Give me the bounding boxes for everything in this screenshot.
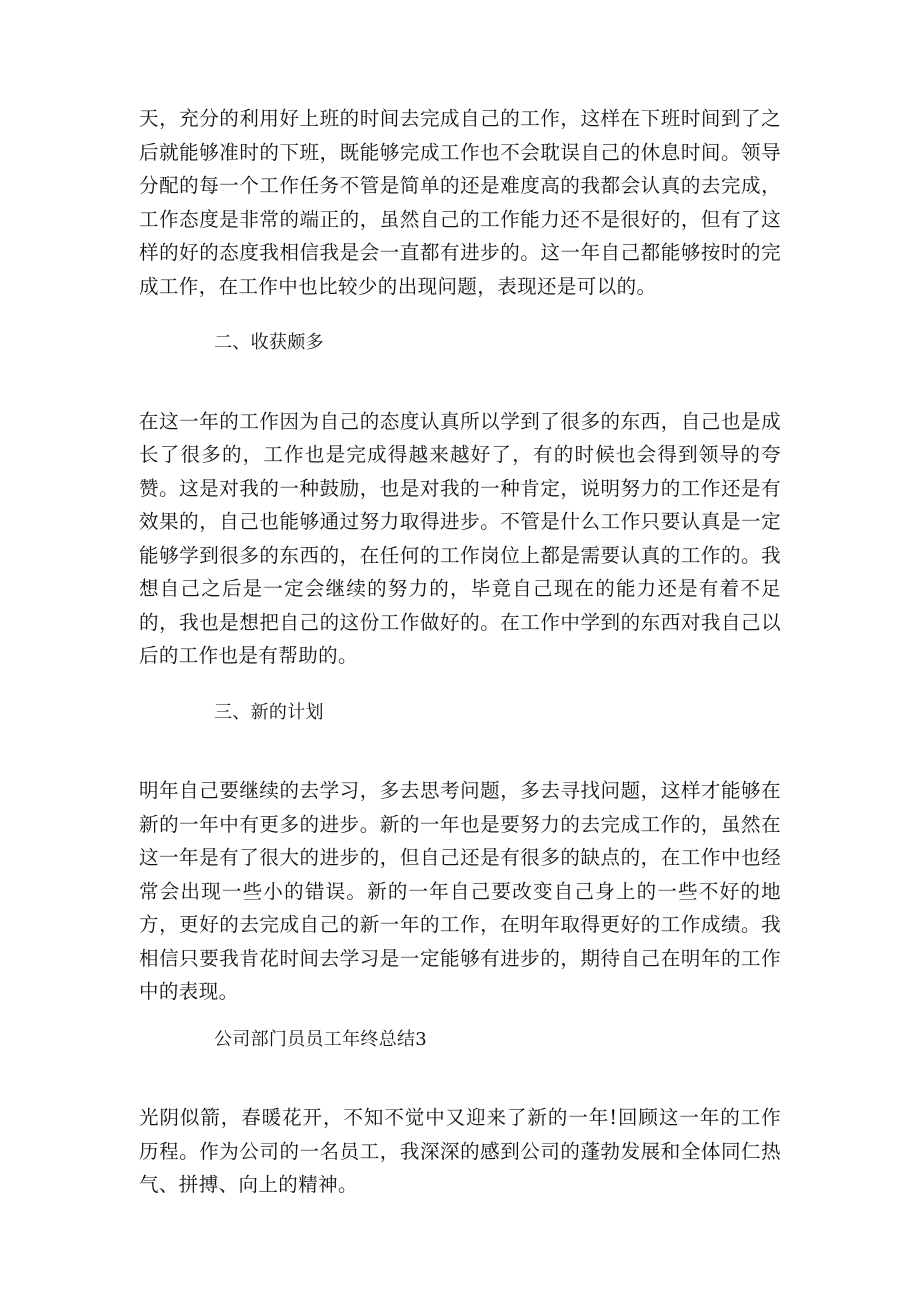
paragraph-new-plan: 明年自己要继续的去学习，多去思考问题，多去寻找问题，这样才能够在新的一年中有更多的进步。新的一年也是要努力的去完成工作的，虽然在这一年是有了很大的进步的，但自己还是有很多的缺点的，在工作中也经常会出现一些小的错误。新的一年自己要改变自己身上的一些不好的地方，更好的去完成自己的新一年的工作，在明年取得更好的工作成绩。我相信只要我肯花时间去学习是一定能够有进步的，期待自己在明年的工作中的表现。 xyxy=(139,779,781,1003)
section-heading-gains: 二、收获颇多 xyxy=(214,332,324,353)
spacer xyxy=(139,729,781,774)
spacer xyxy=(139,673,781,696)
paragraph-intro-summary-3: 光阴似箭，春暖花开，不知不觉中又迎来了新的一年!回顾这一年的工作历程。作为公司的一名员工，我深深的感到公司的蓬勃发展和全体同仁热气、拼搏、向上的精神。 xyxy=(139,1106,781,1196)
spacer xyxy=(139,1056,781,1101)
spacer xyxy=(139,303,781,326)
article-title-summary-3: 公司部门员员工年终总结3 xyxy=(214,1028,428,1050)
spacer xyxy=(139,360,781,405)
spacer xyxy=(139,1009,781,1023)
document-body xyxy=(139,102,781,1202)
paragraph-gains: 在这一年的工作因为自己的态度认真所以学到了很多的东西，自己也是成长了很多的，工作也是完成得越来越好了，有的时候也会得到领导的夸赞。这是对我的一种鼓励，也是对我的一种肯定，说明努力的工作还是有效果的，自己也能够通过努力取得进步。不管是什么工作只要认真是一定能够学到很多的东西的，在任何的工作岗位上都是需要认真的工作的。我想自己之后是一定会继续的努力的，毕竟自己现在的能力还是有着不足的，我也是想把自己的这份工作做好的。在工作中学到的东西对我自己以后的工作也是有帮助的。 xyxy=(139,409,781,667)
paragraph-work-attitude: 天，充分的利用好上班的时间去完成自己的工作，这样在下班时间到了之后就能够准时的下班，既能够完成工作也不会耽误自己的休息时间。领导分配的每一个工作任务不管是简单的还是难度高的我都会认真的去完成，工作态度是非常的端正的，虽然自己的工作能力还不是很好的，但有了这样的好的态度我相信我是会一直都有进步的。这一年自己都能够按时的完成工作，在工作中也比较少的出现问题，表现还是可以的。 xyxy=(139,107,781,298)
section-heading-new-plan: 三、新的计划 xyxy=(214,701,324,723)
